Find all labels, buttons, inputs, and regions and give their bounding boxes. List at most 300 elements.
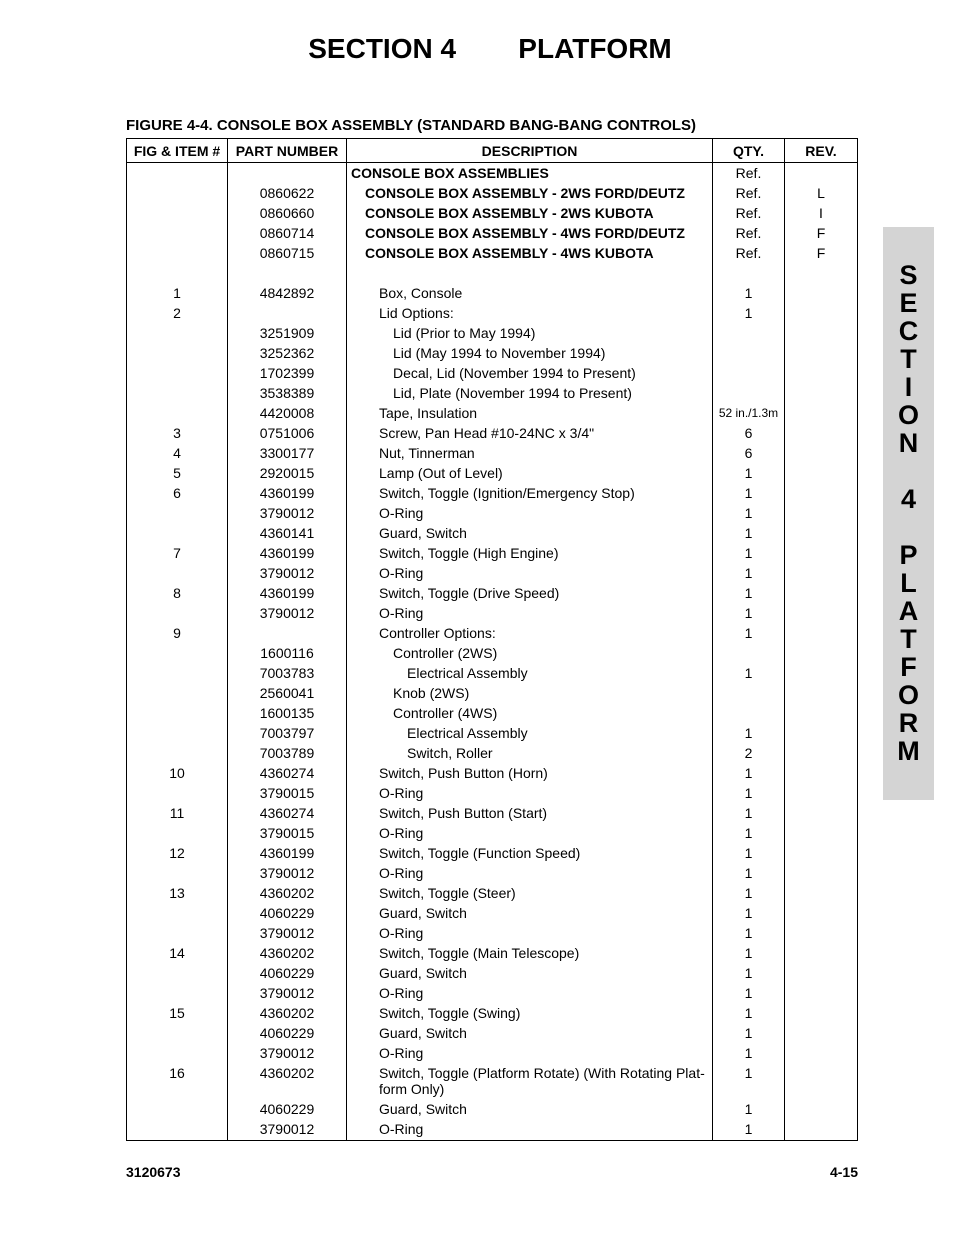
cell-rev [785, 543, 858, 563]
cell-qty [713, 643, 785, 663]
table-row [127, 463, 858, 483]
cell-rev [785, 1043, 858, 1063]
cell-fig-item [127, 1043, 228, 1063]
cell-qty: 1 [713, 503, 785, 523]
table-row [127, 903, 858, 923]
cell-qty: 1 [713, 1063, 785, 1099]
cell-qty: 1 [713, 763, 785, 783]
table-row [127, 1063, 858, 1099]
cell-qty: 1 [713, 303, 785, 323]
cell-fig-item [127, 1119, 228, 1141]
cell-description: O-Ring [347, 823, 713, 843]
cell-part-number: 2560041 [228, 683, 347, 703]
cell-description: Switch, Toggle (Function Speed) [347, 843, 713, 863]
cell-description: Controller (4WS) [347, 703, 713, 723]
spacer-cell [347, 263, 713, 283]
cell-part-number: 3538389 [228, 383, 347, 403]
cell-qty: 1 [713, 843, 785, 863]
cell-part-number: 4360141 [228, 523, 347, 543]
table-row [127, 863, 858, 883]
cell-fig-item: 7 [127, 543, 228, 563]
cell-fig-item [127, 603, 228, 623]
cell-qty [713, 383, 785, 403]
cell-part-number [228, 163, 347, 184]
table-row [127, 483, 858, 503]
cell-part-number: 7003797 [228, 723, 347, 743]
side-tab-letter: I [904, 372, 913, 402]
spacer-cell [228, 263, 347, 283]
page-title: SECTION 4 PLATFORM [308, 33, 672, 64]
cell-qty: 1 [713, 963, 785, 983]
cell-rev: I [785, 203, 858, 223]
cell-fig-item [127, 783, 228, 803]
cell-fig-item: 16 [127, 1063, 228, 1099]
cell-description: O-Ring [347, 603, 713, 623]
cell-description: O-Ring [347, 563, 713, 583]
cell-fig-item [127, 243, 228, 263]
table-row [127, 723, 858, 743]
cell-part-number: 4360274 [228, 763, 347, 783]
side-tab-letter: L [900, 568, 917, 598]
side-tab-letter: N [898, 428, 919, 458]
cell-fig-item [127, 963, 228, 983]
table-row [127, 323, 858, 343]
table-row [127, 763, 858, 783]
cell-rev [785, 383, 858, 403]
table-row [127, 163, 858, 184]
cell-qty: 1 [713, 1003, 785, 1023]
table-row [127, 303, 858, 323]
cell-qty: 1 [713, 563, 785, 583]
spacer-cell [127, 263, 228, 283]
side-tab-letter: R [898, 708, 919, 738]
cell-rev [785, 923, 858, 943]
cell-description: Lid (Prior to May 1994) [347, 323, 713, 343]
cell-part-number: 0860660 [228, 203, 347, 223]
cell-part-number: 1600135 [228, 703, 347, 723]
cell-fig-item [127, 663, 228, 683]
table-row [127, 203, 858, 223]
cell-fig-item: 13 [127, 883, 228, 903]
cell-description: O-Ring [347, 1119, 713, 1141]
side-tab-letter: C [898, 316, 919, 346]
cell-rev [785, 483, 858, 503]
table-row [127, 743, 858, 763]
cell-part-number: 3790012 [228, 923, 347, 943]
table-row [127, 183, 858, 203]
cell-description: Lid (May 1994 to November 1994) [347, 343, 713, 363]
table-row [127, 683, 858, 703]
cell-part-number: 3790015 [228, 823, 347, 843]
cell-description: Switch, Push Button (Horn) [347, 763, 713, 783]
cell-fig-item [127, 163, 228, 184]
side-tab-letter [883, 513, 934, 541]
parts-table-body [127, 163, 858, 1141]
cell-rev [785, 363, 858, 383]
cell-rev [785, 903, 858, 923]
cell-description: Tape, Insulation [347, 403, 713, 423]
cell-description: O-Ring [347, 863, 713, 883]
cell-qty: Ref. [713, 223, 785, 243]
cell-qty: 1 [713, 1099, 785, 1119]
cell-rev [785, 403, 858, 423]
side-tab-letter: F [900, 652, 917, 682]
cell-fig-item [127, 343, 228, 363]
side-tab-letter: A [898, 596, 919, 626]
cell-rev [785, 763, 858, 783]
cell-description: Switch, Push Button (Start) [347, 803, 713, 823]
cell-part-number: 4842892 [228, 283, 347, 303]
cell-rev [785, 863, 858, 883]
table-row [127, 963, 858, 983]
section-side-tab [883, 227, 934, 800]
cell-part-number: 4360274 [228, 803, 347, 823]
cell-rev [785, 1023, 858, 1043]
header-rev: REV. [785, 139, 858, 163]
cell-fig-item [127, 323, 228, 343]
cell-part-number: 0860714 [228, 223, 347, 243]
cell-description: CONSOLE BOX ASSEMBLY - 4WS KUBOTA [347, 243, 713, 263]
table-row [127, 1099, 858, 1119]
table-header-row [127, 139, 858, 163]
cell-rev [785, 663, 858, 683]
cell-part-number: 4360199 [228, 583, 347, 603]
cell-description: Switch, Toggle (Platform Rotate) (With Rotating Plat-form Only) [347, 1063, 713, 1099]
cell-part-number: 3790012 [228, 983, 347, 1003]
cell-rev [785, 983, 858, 1003]
cell-rev [785, 683, 858, 703]
cell-qty: 1 [713, 283, 785, 303]
side-tab-letter: T [900, 624, 917, 654]
table-spacer-row [127, 263, 858, 283]
cell-rev [785, 283, 858, 303]
cell-fig-item [127, 383, 228, 403]
cell-fig-item [127, 903, 228, 923]
cell-fig-item: 4 [127, 443, 228, 463]
cell-rev [785, 603, 858, 623]
cell-rev [785, 503, 858, 523]
cell-description: Controller Options: [347, 623, 713, 643]
cell-part-number: 3790012 [228, 1119, 347, 1141]
cell-qty: 2 [713, 743, 785, 763]
cell-part-number: 3252362 [228, 343, 347, 363]
cell-qty [713, 323, 785, 343]
cell-part-number: 1600116 [228, 643, 347, 663]
table-row [127, 883, 858, 903]
side-tab-label [883, 261, 934, 765]
table-row [127, 523, 858, 543]
cell-rev [785, 583, 858, 603]
cell-description: Lamp (Out of Level) [347, 463, 713, 483]
cell-fig-item: 9 [127, 623, 228, 643]
cell-part-number: 4360202 [228, 1003, 347, 1023]
cell-rev [785, 523, 858, 543]
cell-rev [785, 323, 858, 343]
table-row [127, 943, 858, 963]
cell-rev [785, 423, 858, 443]
cell-part-number: 0860622 [228, 183, 347, 203]
cell-fig-item: 3 [127, 423, 228, 443]
cell-fig-item [127, 983, 228, 1003]
footer-page-number: 4-15 [829, 1164, 858, 1180]
cell-fig-item [127, 523, 228, 543]
cell-qty: 1 [713, 983, 785, 1003]
cell-rev [785, 563, 858, 583]
spacer-cell [713, 263, 785, 283]
cell-fig-item [127, 183, 228, 203]
cell-description: O-Ring [347, 1043, 713, 1063]
cell-fig-item [127, 723, 228, 743]
cell-part-number [228, 623, 347, 643]
cell-fig-item: 1 [127, 283, 228, 303]
cell-qty: Ref. [713, 163, 785, 184]
cell-qty: 1 [713, 823, 785, 843]
cell-rev [785, 343, 858, 363]
cell-fig-item [127, 683, 228, 703]
cell-qty: 1 [713, 863, 785, 883]
cell-description: Screw, Pan Head #10-24NC x 3/4" [347, 423, 713, 443]
cell-part-number: 4060229 [228, 1023, 347, 1043]
cell-description: Guard, Switch [347, 963, 713, 983]
cell-fig-item [127, 923, 228, 943]
cell-part-number: 3790012 [228, 1043, 347, 1063]
table-row [127, 363, 858, 383]
cell-part-number: 0860715 [228, 243, 347, 263]
cell-fig-item [127, 643, 228, 663]
cell-part-number: 4360199 [228, 483, 347, 503]
cell-part-number: 4360202 [228, 1063, 347, 1099]
cell-fig-item: 12 [127, 843, 228, 863]
cell-qty: Ref. [713, 243, 785, 263]
cell-rev: F [785, 243, 858, 263]
cell-rev [785, 783, 858, 803]
cell-qty [713, 703, 785, 723]
side-tab-letter: M [897, 736, 920, 766]
cell-part-number: 4420008 [228, 403, 347, 423]
cell-fig-item [127, 503, 228, 523]
cell-qty: 1 [713, 523, 785, 543]
cell-fig-item: 6 [127, 483, 228, 503]
cell-rev [785, 963, 858, 983]
cell-qty: 1 [713, 603, 785, 623]
table-row [127, 243, 858, 263]
cell-part-number: 3790012 [228, 563, 347, 583]
cell-qty: 1 [713, 803, 785, 823]
cell-part-number: 4360199 [228, 843, 347, 863]
table-row [127, 1023, 858, 1043]
cell-qty: 1 [713, 1043, 785, 1063]
cell-fig-item: 10 [127, 763, 228, 783]
cell-rev [785, 743, 858, 763]
cell-description: O-Ring [347, 783, 713, 803]
table-row [127, 1003, 858, 1023]
table-row [127, 543, 858, 563]
cell-rev [785, 303, 858, 323]
table-row [127, 843, 858, 863]
cell-rev [785, 1119, 858, 1141]
table-row [127, 443, 858, 463]
cell-description: Lid, Plate (November 1994 to Present) [347, 383, 713, 403]
cell-description: Controller (2WS) [347, 643, 713, 663]
cell-rev [785, 463, 858, 483]
table-row [127, 983, 858, 1003]
table-row [127, 823, 858, 843]
cell-rev [785, 843, 858, 863]
cell-fig-item: 5 [127, 463, 228, 483]
cell-rev [785, 623, 858, 643]
table-row [127, 403, 858, 423]
cell-qty: 1 [713, 483, 785, 503]
cell-fig-item [127, 703, 228, 723]
table-row [127, 783, 858, 803]
cell-fig-item [127, 863, 228, 883]
table-row [127, 1119, 858, 1141]
cell-part-number: 1702399 [228, 363, 347, 383]
table-row [127, 923, 858, 943]
cell-fig-item [127, 363, 228, 383]
cell-description: Nut, Tinnerman [347, 443, 713, 463]
cell-rev [785, 823, 858, 843]
cell-qty: 6 [713, 443, 785, 463]
cell-fig-item: 15 [127, 1003, 228, 1023]
cell-part-number: 2920015 [228, 463, 347, 483]
cell-qty: Ref. [713, 183, 785, 203]
cell-description: CONSOLE BOX ASSEMBLY - 2WS KUBOTA [347, 203, 713, 223]
side-tab-letter: E [899, 288, 918, 318]
table-row [127, 703, 858, 723]
cell-description: Switch, Toggle (High Engine) [347, 543, 713, 563]
cell-part-number: 4060229 [228, 963, 347, 983]
header-qty: QTY. [713, 139, 785, 163]
cell-part-number: 4360202 [228, 943, 347, 963]
cell-description: O-Ring [347, 503, 713, 523]
header-part-number: PART NUMBER [228, 139, 347, 163]
cell-description: O-Ring [347, 983, 713, 1003]
parts-table [126, 138, 858, 1141]
cell-fig-item: 2 [127, 303, 228, 323]
cell-qty: 1 [713, 723, 785, 743]
cell-description: Decal, Lid (November 1994 to Present) [347, 363, 713, 383]
spacer-cell [785, 263, 858, 283]
table-row [127, 423, 858, 443]
cell-description: Box, Console [347, 283, 713, 303]
side-tab-letter: P [899, 540, 918, 570]
cell-qty: 1 [713, 583, 785, 603]
footer-doc-number: 3120673 [126, 1164, 181, 1180]
cell-description: O-Ring [347, 923, 713, 943]
cell-description: Guard, Switch [347, 1023, 713, 1043]
cell-qty: 1 [713, 1023, 785, 1043]
cell-qty [713, 683, 785, 703]
cell-qty: 1 [713, 883, 785, 903]
cell-qty: 1 [713, 543, 785, 563]
table-row [127, 583, 858, 603]
cell-rev: F [785, 223, 858, 243]
cell-qty [713, 363, 785, 383]
cell-description: Switch, Toggle (Swing) [347, 1003, 713, 1023]
cell-fig-item: 11 [127, 803, 228, 823]
cell-description: CONSOLE BOX ASSEMBLIES [347, 163, 713, 184]
cell-part-number: 3251909 [228, 323, 347, 343]
cell-description: Electrical Assembly [347, 663, 713, 683]
cell-description: Guard, Switch [347, 1099, 713, 1119]
figure-title: FIGURE 4-4. CONSOLE BOX ASSEMBLY (STANDARD BANG-BANG CONTROLS) [126, 117, 697, 134]
cell-part-number: 3790015 [228, 783, 347, 803]
cell-rev [785, 703, 858, 723]
table-row [127, 643, 858, 663]
cell-part-number: 3790012 [228, 503, 347, 523]
cell-part-number: 4060229 [228, 1099, 347, 1119]
cell-fig-item [127, 1099, 228, 1119]
cell-rev: L [785, 183, 858, 203]
table-row [127, 503, 858, 523]
cell-description: Guard, Switch [347, 523, 713, 543]
cell-part-number: 3300177 [228, 443, 347, 463]
cell-fig-item: 8 [127, 583, 228, 603]
cell-part-number: 4360199 [228, 543, 347, 563]
cell-part-number [228, 303, 347, 323]
cell-rev [785, 943, 858, 963]
cell-part-number: 4360202 [228, 883, 347, 903]
header-fig-item: FIG & ITEM # [127, 139, 228, 163]
cell-fig-item [127, 823, 228, 843]
cell-rev [785, 1099, 858, 1119]
header-description: DESCRIPTION [347, 139, 713, 163]
cell-qty: 1 [713, 923, 785, 943]
cell-qty: 1 [713, 783, 785, 803]
cell-description: CONSOLE BOX ASSEMBLY - 4WS FORD/DEUTZ [347, 223, 713, 243]
cell-qty: 1 [713, 943, 785, 963]
cell-fig-item [127, 563, 228, 583]
cell-part-number: 0751006 [228, 423, 347, 443]
cell-rev [785, 643, 858, 663]
cell-rev [785, 443, 858, 463]
table-row [127, 343, 858, 363]
cell-description: Lid Options: [347, 303, 713, 323]
cell-rev [785, 883, 858, 903]
cell-qty [713, 343, 785, 363]
table-row [127, 383, 858, 403]
cell-qty: 1 [713, 623, 785, 643]
table-row [127, 223, 858, 243]
cell-part-number: 3790012 [228, 863, 347, 883]
cell-qty: 52 in./1.3m [713, 403, 785, 423]
cell-fig-item [127, 223, 228, 243]
table-row [127, 603, 858, 623]
cell-fig-item [127, 743, 228, 763]
cell-part-number: 7003789 [228, 743, 347, 763]
cell-qty: Ref. [713, 203, 785, 223]
table-row [127, 283, 858, 303]
table-row [127, 803, 858, 823]
cell-description: Switch, Toggle (Ignition/Emergency Stop) [347, 483, 713, 503]
cell-qty: 6 [713, 423, 785, 443]
cell-description: Knob (2WS) [347, 683, 713, 703]
cell-fig-item: 14 [127, 943, 228, 963]
cell-fig-item [127, 403, 228, 423]
cell-rev [785, 803, 858, 823]
cell-description: CONSOLE BOX ASSEMBLY - 2WS FORD/DEUTZ [347, 183, 713, 203]
cell-description: Switch, Toggle (Drive Speed) [347, 583, 713, 603]
cell-fig-item [127, 1023, 228, 1043]
side-tab-letter [883, 457, 934, 485]
cell-part-number: 3790012 [228, 603, 347, 623]
cell-rev [785, 723, 858, 743]
side-tab-letter: O [897, 400, 919, 430]
cell-rev [785, 1063, 858, 1099]
cell-qty: 1 [713, 663, 785, 683]
cell-rev [785, 1003, 858, 1023]
